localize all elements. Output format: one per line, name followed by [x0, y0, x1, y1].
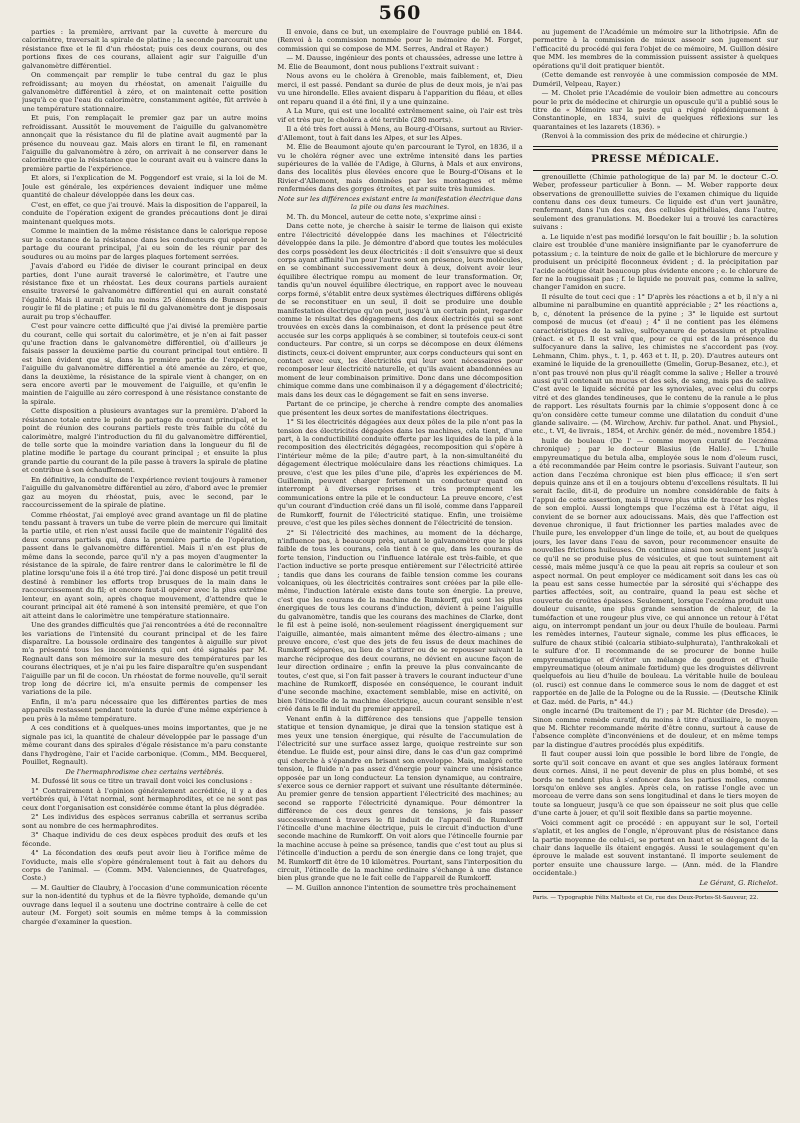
paragraph: Comme le maintien de la même résistance dans le calorique repose sur la constance de la résistance dans les conducteurs qui opèrent le partage du courant principal, j'ai eu soin de les réunir par des soudures ou au moins par de larges plaques fortement serrées. [22, 227, 268, 261]
column-middle [277, 28, 522, 1108]
paragraph: Comme rhéostat, j'ai employé avec grand avantage un fil de platine tendu passant à travers un tube de verre plein de mercure qui limitait la partie utile, et rien n'est aussi facile que de maintenir l'égalité des deux courans partiels qui, dans la première partie de l'opération, passent dans le galvanomètre différentiel. Mais il n'en est plus de même dans la seconde, parce qu'il n'y a pas moyen d'augmenter la résistance de la spirale, de faire rentrer dans le calorimètre le fil de platine lorsqu'une fois il a été trop tiré. J'ai donc disposé un petit treuil destiné à rembiner les efforts trop brusques de la main dans le raccourcissement du fil; et encore faut-il opérer avec la plus extrême lenteur, en ayant soin, après chaque mouvement, d'attendre que le courant principal ait été ramené à son intensité première, et que l'on ait atteint dans le calorimètre une température stationnaire. [22, 510, 268, 620]
paragraph: Une des grandes difficultés que j'ai rencontrées a été de reconnaître les variations de l'intensité du courant principal et de les faire disparaître. La boussole ordinaire des tangentes à aiguille sur pivot m'a présenté tous les inconvénients qui ont été signalés par M. Regnault dans son mémoire sur la mesure des températures par les courans électriques, et je n'ai pu les faire disparaître qu'en suspendant l'aiguille par un fil de cocon. Un rhéostat de forme nouvelle, qu'il serait trop long de décrire ici, m'a ensuite permis de compenser les variations de la pile. [22, 621, 268, 697]
paragraph: ongle incarné (Du traitement de l') ; par M. Richter (de Dresde). — Sinon comme remède curatif, du moins à titre d'auxiliaire, le moyen que M. Richter recommande mérite d'être connu, surtout à cause de l'absence complète d'inconvéniens et de douleur, et en même temps par la distingue d'autres procédés plus expéditifs. [532, 707, 778, 749]
paragraph: — M. Dausse, ingénieur des ponts et chaussées, adresse une lettre à M. Élie de Beaumont, dont nous publions l'extrait suivant : [277, 54, 523, 71]
page-number: 560 [378, 2, 422, 24]
paragraph: (Cette demande est renvoyée à une commission composée de MM. Duméril, Velpeau, Rayer.) [532, 71, 778, 88]
column-right-top [533, 28, 778, 141]
paragraph: M. Dufossé lit sous ce titre un travail dont voici les conclusions : [31, 777, 253, 786]
paragraph: En définitive, la conduite de l'expérience revient toujours à ramener l'aiguille du galvanomètre différentiel au zéro, d'abord avec le premier gaz au moyen du rhéostat, puis, avec le second, par le raccourcissement de la spirale de platine. [22, 475, 268, 510]
paragraph: — M. Guillon annonce l'intention de soumettre très prochainement [286, 884, 517, 893]
paragraph: Note sur les différences existant entre la manifestation électrique dans la pile ou dans les machines. [277, 194, 523, 212]
paragraph: A La Mure, qui est une localité extrêmement saine, où l'air est très vif et très pur, le choléra a été terrible (280 morts). [277, 107, 523, 124]
paragraph: Nous avons eu le choléra à Grenoble, mais faiblement, et, Dieu merci, il est passé. Pendant sa durée de plus de deux mois, je n'ai pas vu une hirondelle. Elles avaient disparu à l'apparition du fléau, et elles ont reparu quand il a été fini, il y a une quinzaine. [277, 72, 523, 106]
paragraph: M. Élie de Beaumont ajoute qu'en parcourant le Tyrol, en 1836, il a vu le choléra régner avec une extrême intensité dans les parties supérieures de la vallée de l'Adige, à Glurns, à Mals et aux environs, dans des localités plus élevées encore que le Bourg-d'Oisans et le Rivier-d'Allemont, mais dominées par les montagnes et même renfermées dans des gorges étroites, et par suite très humides. [277, 143, 523, 194]
paragraph: On commençait par remplir le tube central du gaz le plus refroidissant; au moyen du rhéostat, on amenait l'aiguille du galvanomètre différentiel à zéro, et on maintenait cette position jusqu'à ce que l'eau du calorimètre, constamment agitée, fût arrivée à une température stationnaire. [22, 71, 268, 113]
paragraph: Dans cette note, je cherche à saisir le terme de liaison qui existe entre l'électricité développée dans les machines et l'électricité développée dans la pile. Je démontre d'abord que toutes les molécules des corps possèdent les deux électricités : il doit s'ensuivre que si deux corps ayant affinité l'un pour l'autre sont en présence, leurs molécules, en se combinant successivement deux à deux, doivent avoir leur équilibre électrique rompu au moment de leur transformation. Or, tandis qu'un nouvel équilibre électrique, en rapport avec le nouveau corps formé, s'établit entre deux systèmes électriques différens obligés de se reconstituer en un seul, il doit se produire une double manifestation électrique qu'on peut, jusqu'à un certain point, regarder comme le résultat des dégagemens des deux électricités qui se sont trouvées en excès dans la combinaison, et dont la présence peut être accusée sur les corps appliqués à se combiner, si toutefois ceux-ci sont conducteurs. Par contre, si un corps se décompose en deux élémens distincts, ceux-ci doivent emprunter, aux corps conducteurs qui sont en contact avec eux, les électricités qui leur sont nécessaires pour recomposer leur électricité naturelle, et qu'ils avaient abandonnées au moment de leur combinaison primitive. Donc dans une décomposition chimique comme dans une combinaison il y a dégagement d'électricité; mais dans les deux cas le dégagement se fait en sens inverse. [277, 222, 523, 399]
signature: Le Gérant, G. Richelot. [699, 878, 778, 887]
paragraph: (Renvoi à la commission des prix de médecine et chirurgie.) [541, 132, 748, 141]
section-divider [533, 146, 778, 150]
paragraph: C'est, en effet, ce que j'ai trouvé. Mais la disposition de l'appareil, la conduite de l'opération exigent de grandes précautions dont je dirai maintenant quelques mots. [22, 200, 268, 226]
column-right-bottom [533, 173, 778, 878]
paragraph: Voici comment agit ce procédé : en appuyant sur le sol, l'orteil s'aplatit, et les angles de l'ongle, n'éprouvant plus de résistance dans la partie moyenne de celui-ci, se portent en haut et se dégagent de la chair dans laquelle ils étaient engagés. Aussi le soulagement qu'en éprouve le malade est souvent instantané. Il importe seulement de porter ensuite une chaussure large. — (Ann. méd. de la Flandre occidentale.) [532, 818, 778, 878]
paragraph: Enfin, il m'a paru nécessaire que les différentes parties de mes appareils restassent pendant toute la durée d'une même expérience à peu près à la même température. [22, 697, 268, 723]
paragraph: 2° Les individus des espèces serranus cabrilla et serranus scriba sont au nombre de ces hermaphrodites. [22, 813, 268, 830]
paragraph: Il a été très fort aussi à Mens, au Bourg-d'Oisans, surtout au Rivier-d'Allemont, tout à fait dans les Alpes, et sur les Alpes. [277, 125, 523, 142]
paragraph: au jugement de l'Académie un mémoire sur la lithotripsie. Afin de permettre à la commission de mieux asseoir son jugement sur l'efficacité du procédé qui fera l'objet de ce mémoire, M. Guillon désire que MM. les membres de la commission puissent assister à quelques opérations qu'il doit pratiquer bientôt. [532, 28, 778, 70]
paragraph: 3° Chaque individu de ces deux espèces produit des œufs et les féconde. [22, 831, 268, 848]
section-title: PRESSE MÉDICALE. [591, 152, 720, 165]
section-divider-bottom [533, 170, 778, 171]
paragraph: — M. Cholet prie l'Académie de vouloir bien admettre au concours pour le prix de médecine et chirurgie un opuscule qu'il a publié sous le titre de « Mémoire sur la peste qui a régné épidémiquement à Constantinople, en 1834, suivi de quelques réflexions sur les quarantaines et les lazarets (1836). » [532, 89, 778, 131]
three-column-body [22, 28, 778, 1108]
paragraph: C'est pour vaincre cette difficulté que j'ai divisé la première partie du courant, celle qui sortait du calorimètre, et je n'en ai fait passer qu'une fraction dans le galvanomètre différentiel, où d'ailleurs je faisais passer la deuxième partie du courant principal tout entière. Il est bien évident que si, dans la première partie de l'expérience, l'aiguille du galvanomètre différentiel a été amenée au zéro, et que, dans la deuxième, la résistance de la spirale vient à changer, on en sera encore averti par le mouvement de l'aiguille, et qu'enfin le maintien de l'aiguille au zéro correspond à une résistance constante de la spirale. [22, 322, 268, 406]
printer-line: Paris. — Typographie Félix Malteste et Ce, rue des Deux-Portes-St-Sauveur, 22. [532, 895, 759, 902]
paragraph: J'avais d'abord eu l'idée de diviser le courant principal en deux parties, dont l'une aurait traversé le calorimètre, et l'autre une résistance fixe et un rhéostat. Les deux courans partiels auraient ensuite traversé le galvanomètre différentiel qui en aurait constaté l'égalité. Mais il aurait fallu au moins 25 éléments de Bunsen pour rougir le fil de platine ; et puis le fil du galvanomètre dont je disposais aurait pu trop s'échauffer. [22, 262, 268, 321]
paragraph: — M. Gaultier de Claubry, à l'occasion d'une communication récente sur la non-identité du typhus et de la fièvre typhoïde, demande qu'un ouvrage dans lequel il a soutenu une doctrine contraire à celle de cet auteur (M. Forget) soit soumis en même temps à la commission chargée d'examiner la question. [22, 883, 268, 926]
paragraph: 2° Si l'électricité des machines, au moment de la décharge, n'influence pas, à beaucoup près, autant le galvanomètre que le plus faible de tous les courans, cela tient à ce que, dans les courans de forte tension, l'induction ou l'influence latérale est très-faible, et que l'action inductive se porte presque entièrement sur l'électricité attirée ; tandis que dans les courans de faible tension comme les courans volcaniques, où les électricités contraires sont créées par la pile elle-même, l'induction latérale existe dans toute son énergie. La preuve, c'est que les courans de la machine de Rumkorff, qui sont les plus énergiques de tous les courans d'induction, dévient à peine l'aiguille du galvanomètre, tandis que les courans des machines de Clarke, dont le fil est à peine isolé, non-seulement réagissent énergiquement sur l'aiguille, aimantée, mais aimantent même des électro-aimans ; une preuve encore, c'est que des jets de feu issus de deux machines de Rumkorff séparées, au lieu de s'attirer ou de se repousser suivant la marche réciproque des deux courans, ne dévient en aucune façon de leur direction ordinaire ; enfin la preuve la plus convaincante de toutes, c'est que, si l'on fait passer à travers le courant inducteur d'une machine de Rumkorff, disposée en conséquence, le courant induit d'une seconde machine, exactement semblable, mise en activité, on bien l'étincelle de la machine électrique, aucun courant sensible n'est créé dans le fil induit du premier appareil. [277, 528, 523, 714]
column-left [22, 28, 267, 1108]
paragraph: 4° La fécondation des œufs peut avoir lieu à l'orifice même de l'oviducte, mais elle s'opère généralement tout à fait au dehors du corps de l'animal. — (Comm. MM. Valenciennes, de Quatrefages, Coste.) [22, 849, 268, 883]
paragraph: Et puis, l'on remplaçait le premier gaz par un autre moins refroidissant. Aussitôt le mouvement de l'aiguille du galvanomètre annonçait que la résistance du fil de platine avait augmenté par la présence du nouveau gaz. Mais alors en tirant le fil, en ramenant l'aiguille du galvanomètre à zéro, on arrivait à ne conserver dans le calorimètre que la résistance que le courant avait eu à vaincre dans la première partie de l'expérience. [22, 114, 268, 173]
paragraph: parties : la première, arrivant par la cuvette à mercure du calorimètre, traversait la spirale de platine ; la seconde parcourait une résistance fixe et le fil d'un rhéostat; puis ces deux courans, ou des portions fixes de ces courans, allaient agir sur l'aiguille d'un galvanomètre différentiel. [22, 28, 268, 70]
paragraph: Et alors, si l'explication de M. Poggendorf est vraie, si la loi de M. Joule est générale, les expériences devaient indiquer une même quantité de chaleur développée dans les deux cas. [22, 174, 268, 200]
paragraph: grenouillette (Chimie pathologique de la) par M. le docteur C.-O. Weber, professeur particulier à Bonn. — M. Weber rapporte deux observations de grenouillette suivies de l'examen chimique du liquide contenu dans ces deux tumeurs. Ce liquide est d'un vert jaunâtre, renfermant, dans l'un des cas, des cellules épithéliales, dans l'autre, seulement des granulations. M. Boedeker lui a trouvé les caractères suivans : [532, 172, 778, 232]
paragraph: A ces conditions et à quelques-unes moins importantes, que je ne signale pas ici, la quantité de chaleur développée par le passage d'un même courant dans des spirales d'égale résistance m'a paru constante dans l'hydrogène, l'air et l'acide carbonique. (Comm., MM. Becquerel, Pouillet, Regnault). [22, 724, 268, 766]
paragraph: Il résulte de tout ceci que : 1° D'après les réactions a et b, il n'y a ni albumine ni paralbumine en quantité appréciable ; 2° les réactions a, b, c, dénotent la présence de la pyine ; 3° le liquide est surtout composé de mucus (et d'eau) ; 4° il ne contient pas les élémens caractéristiques de la salive, sulfocyanure de potassium et ptyaline (réact. e et f). Il est vrai que, pour ce qui est de la présence du sulfocyanure dans la salive, les chimistes ne s'accordent pas (voy. Lehmann, Chim. phys., t. 1, p. 463 et t. II, p. 20). D'autres auteurs ont examiné le liquide de la grenouillette (Gmelin, Gorup-Besanez, etc.), et n'ont pas trouvé non plus qu'il réagît comme la salive ; Heller a trouvé aussi qu'il contenait un mucus et des sels, de sang, mais pas de salive. C'est avec le liquide sécrété par les synoviales, avec celui du corps vitré et des glandes tendineuses, que le contenu de la ranule a le plus de rapport. Les résultats fournis par la chimie s'opposent donc à ce qu'on considère cette tumeur comme une dilatation du conduit d'une glande salivaire. — (M. Wirchow, Archiv. fur pathol. Anat. und Physiol., etc., t. VI, 4e livrais., 1854, et Archiv. génér. de méd., novembre 1854.) [532, 292, 778, 436]
paragraph: M. Th. du Moncel, auteur de cette note, s'exprime ainsi : [286, 212, 481, 221]
paragraph: Partant de ce principe, je cherche à rendre compte des anomalies que présentent les deux sortes de manifestations électriques. [277, 400, 523, 417]
column-right [533, 28, 778, 1108]
paragraph: Venant enfin à la différence des tensions que j'appelle tension statique et tension dynamique, je dirai que la tension statique est à mes yeux une tension énergique, qui résulte de l'accumulation de l'électricité sur une surface assez large, quoique restreinte sur son étendue. Le fluide est, pour ainsi dire, dans le cas d'un gaz comprimé qui cherche à s'épandre en brisant son enveloppe. Mais, malgré cette tension, le fluide n'a pas assez d'énergie pour vaincre une résistance opposée par un long conducteur. La tension dynamique, au contraire, s'exerce sous ce dernier rapport et suivant une résultante déterminée. Au premier genre de tension appartient l'électricité des machines; au second se rapporte l'électricité dynamique. Pour démontrer la différence de ces deux genres de tensions, je fais passer successivement à travers le fil induit de l'appareil de Rumkorff l'étincelle d'une machine électrique, puis le circuit d'induction d'une seconde machine de Rumkorff. On voit alors que l'étincelle fournie par la machine accuse à peine sa présence, tandis que c'est tout au plus si l'étincelle d'induction a perdu de son énergie dans ce long trajet, que M. Rumkorff dit être de 10 kilomètres. Pourtant, sans l'interposition du circuit, l'étincelle de la machine ordinaire s'échange à une distance bien plus grande que ne le fait celle de l'appareil de Rumkorff. [277, 714, 523, 883]
paragraph: Il faut couper aussi loin que possible le bord libre de l'ongle, de sorte qu'il soit concave en avant et que ses angles latéraux forment deux cornes. Ainsi, il ne peut devenir de plus en plus bombé, et ses bords ne tendent plus à s'enfoncer dans les parties molles, comme lorsqu'on enlève ses angles. Après cela, on ratisse l'ongle avec un morceau de verre dans son sens longitudinal et dans le tiers moyen de toute sa longueur, jusqu'à ce que son épaisseur ne soit plus que celle d'une carte à jouer, et qu'il soit flexible dans sa partie moyenne. [532, 750, 778, 818]
paragraph: Cette disposition a plusieurs avantages sur la première. D'abord la résistance totale entre le point de partage du courant principal, et le point de réunion des courans partiels reste très faible du côté du calorimètre, malgré l'introduction du fil du galvanomètre différentiel, de telle sorte que la moindre variation dans la longueur du fil de platine modifie le partage du courant principal ; et ensuite la plus grande partie du courant de la pile passe à travers la spirale de platine et contribue à son échauffement. [22, 407, 268, 475]
paragraph: 1° Si les électricités dégagées aux deux pôles de la pile n'ont pas la tension des électricités dégagées dans les machines, cela tient, d'une part, à la conductibilité conduite offerte par les liquides de la pile à la recomposition des électricités dégagées, recomposition qui s'opère à l'intérieur même de la pile; d'autre part, à la non-simultanéité du dégagement électrique moléculaire dans les réactions chimiques. La preuve, c'est que les piles d'une pile, d'après les expériences de M. Guillemin, peuvent charger fortement un conducteur quand on interrompt à diverses reprises et très promptement les communications entre la pile et le conducteur. La preuve encore, c'est qu'un courant d'induction créé dans un fil isolé, comme dans l'appareil de Rumkorff, fournit de l'électricité statique. Enfin, une troisième preuve, c'est que les piles sèches donnent de l'électricité de tension. [277, 418, 523, 528]
paragraph: Il envoie, dans ce but, un exemplaire de l'ouvrage publié en 1844. (Renvoi à la commission nommée pour le mémoire de M. Forget, commission qui se compose de MM. Serres, Andral et Rayer.) [277, 28, 523, 53]
paragraph: 1° Contrairement à l'opinion généralement accréditée, il y a des vertébrés qui, à l'état normal, sont hermaphrodites, et ce ne sont pas ceux dont l'organisation est considérée comme étant la plus dégradée. [22, 786, 268, 812]
paragraph: a. Le liquide n'est pas modifié lorsqu'on le fait bouillir ; b. la solution claire est troublée d'une manière insignifiante par le cyanoferrure de potassium ; c. la teinture de noix de galle et le bichlorure de mercure y produisent un précipité floconneux évident ; d. la précipitation par l'acide acétique était beaucoup plus évidente encore ; e. le chlorure de fer ne la rougissait pas ; f. le liquide ne pouvait pas, comme la salive, changer l'amidon en sucre. [532, 232, 778, 292]
paragraph: huile de bouleau (De l' — comme moyen curatif de l'eczéma chronique) ; par le docteur Blasius (de Halle). — L'huile empyreumatique du betula alba, employée sous le nom d'oleum rusci, a été recommandée par Heim contre le psoriasis. Suivant l'auteur, son action dans l'eczéma chronique est bien plus efficace; il s'en sert depuis quinze ans et il en a toujours obtenu d'excellens résultats. Il lui serait facile, dit-il, de produire un nombre considérable de faits à l'appui de cette assertion, mais il trouve plus utile de tracer les règles de son emploi. Aussi longtemps que l'eczéma est à l'état aigu, il convient de se borner aux adoucissans. Mais, dès que l'affection est devenue chronique, il faut frictionner les parties malades avec de l'huile pure, les envelopper d'un linge de toile, et, au bout de quelques jours, les laver dans l'eau de savon, pour recommencer ensuite de nouvelles frictions huileuses. On continue ainsi non seulement jusqu'à ce qu'il ne se produise plus de vésicules, et que tout suintement ait cessé, mais même jusqu'à ce que la peau ait repris sa couleur et son aspect normal. On peut employer ce médicament soit dans les cas où la peau est sans cesse humectée par la sérosité qui s'échappe des parties affectées, soit, au contraire, quand la peau est sèche et couverte de croûtes épaisses. Seulement, lorsque l'eczéma produit une douleur cuisante, une plus grande sensation de chaleur, de la tuméfaction et une rougeur plus vive, ce qui annonce un retour à l'état aigu, on interrompt pendant un jour ou deux l'huile de bouleau. Parmi les remèdes internes, l'auteur signale, comme les plus efficaces, le sulfure de chaux stibié (calcaria stibiato-sulphurata), l'anthrakokali et le sulfure d'or. Il recommande de se procurer de bonne huile empyreumatique et d'éviter un mélange de goudron et d'huile empyreumatique (oleum animale fœtidum) que les droguistes délivrent quelquefois au lieu d'huile de bouleau. La véritable huile de bouleau (ol. rusci) est connue dans le commerce sous le nom de dagget et est rapportée en de Jalle de la Pologne ou de la Russie. — (Deutsche Klinik et Gaz. méd. de Paris, n° 44.) [532, 437, 778, 706]
paragraph: De l'hermaphrodisme chez certains vertébrés. [65, 767, 224, 776]
footer-rule [533, 891, 778, 892]
